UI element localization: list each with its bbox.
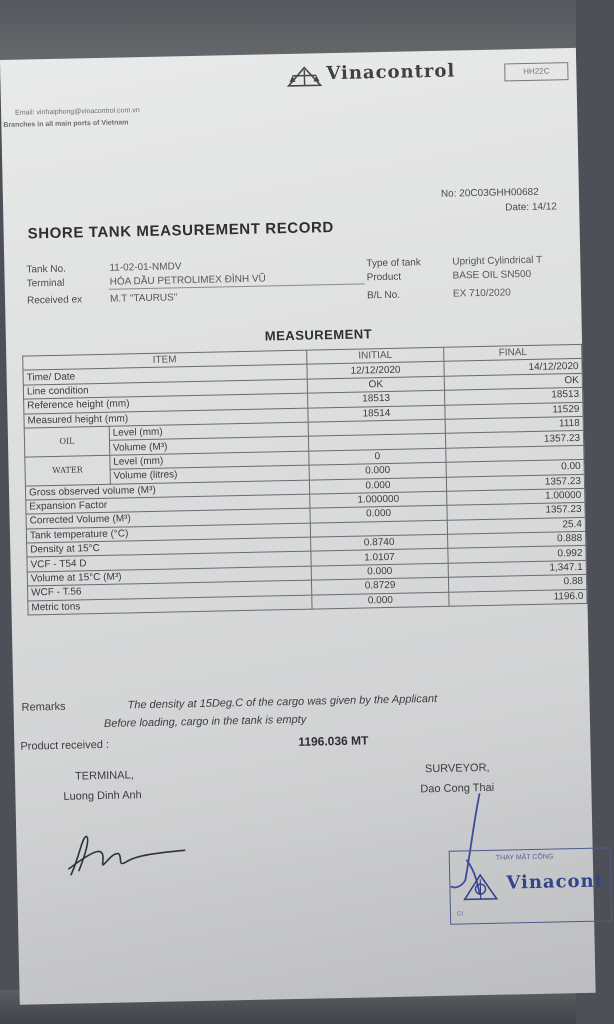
header-email: Email: vinhaiphong@vinacontrol.com.vn — [15, 107, 140, 117]
initial-value: 0 — [308, 448, 446, 465]
final-value: 11529 — [445, 402, 583, 419]
initial-value: 1.0107 — [311, 549, 449, 566]
row-label: Reference height (mm) — [24, 393, 308, 413]
row-label: Level (mm) — [109, 422, 308, 441]
group-water-label: WATER — [25, 455, 110, 486]
initial-value: 12/12/2020 — [307, 362, 445, 379]
doc-date — [505, 201, 557, 213]
row-label: Volume at 15°C (M³) — [27, 566, 311, 586]
initial-value: 0.000 — [310, 506, 448, 523]
stamp-company-name: Vinacont — [506, 870, 605, 894]
product-value: BASE OIL SN500 — [452, 268, 532, 282]
initial-value: 18513 — [307, 390, 445, 407]
measurement-table — [22, 344, 587, 616]
final-value: 14/12/2020 — [444, 359, 582, 376]
final-value: 1118 — [445, 416, 583, 433]
terminal-label: Terminal — [26, 277, 65, 290]
surveyor-sig-label: SURVEYOR, — [424, 761, 490, 776]
stamp-title: THAY MẶT CÔNG — [495, 853, 554, 862]
doc-date-value: 14/12 — [531, 201, 558, 213]
product-received-value: 1196.036 MT — [298, 733, 369, 749]
initial-value: 0.8740 — [310, 534, 448, 551]
final-value: 25.4 — [448, 517, 586, 534]
final-value: 18513 — [445, 388, 583, 405]
terminal-sig-label: TERMINAL, — [74, 769, 134, 783]
final-value: 0.88 — [449, 575, 587, 592]
document-title: SHORE TANK MEASUREMENT RECORD — [27, 219, 335, 243]
row-label: Volume (litres) — [110, 465, 309, 484]
bl-value: EX 710/2020 — [452, 287, 511, 300]
form-code-box: HH22C — [504, 62, 568, 81]
stamp-logo-icon — [460, 873, 501, 902]
row-label: Line condition — [23, 379, 307, 399]
col-initial-header: INITIAL — [306, 347, 444, 364]
final-value: 0.00 — [446, 459, 584, 476]
stamp-ci: CI — [456, 911, 464, 918]
doc-no-label: No: — [440, 188, 457, 200]
row-label: Tank temperature (°C) — [26, 523, 310, 543]
doc-no — [441, 187, 539, 200]
initial-value: 0.000 — [311, 592, 449, 609]
initial-value: 0.000 — [309, 462, 447, 479]
final-value: 1357.23 — [447, 474, 585, 491]
final-value: 1196.0 — [449, 589, 587, 606]
final-value: 1.00000 — [447, 488, 585, 505]
row-label: Metric tons — [28, 595, 312, 615]
received-label: Received ex — [26, 294, 83, 307]
terminal-sig-name: Luong Dinh Anh — [63, 789, 142, 803]
header-branches: Branches in all main ports of Vietnam — [3, 119, 129, 129]
remarks-line-2: Before loading, cargo in the tank is empty — [103, 713, 307, 730]
row-label: WCF - T.56 — [28, 580, 312, 600]
tank-no-value: 11-02-01-NMDV — [109, 261, 182, 274]
remarks-label: Remarks — [21, 700, 66, 714]
product-received-label: Product received : — [20, 738, 110, 753]
row-label: Expansion Factor — [26, 494, 310, 514]
surveyor-sig-name: Dao Cong Thai — [420, 781, 495, 796]
final-value: OK — [445, 373, 583, 390]
initial-value: 18514 — [307, 405, 445, 422]
doc-no-value: 20C03GHH00682 — [459, 186, 539, 200]
row-label: Density at 15°C — [27, 537, 311, 557]
measurement-title: MEASUREMENT — [264, 326, 373, 344]
col-item-header: ITEM — [23, 350, 307, 370]
terminal-signature-icon — [56, 826, 197, 889]
initial-value: OK — [307, 376, 445, 393]
company-logo-text: Vinacontrol — [326, 60, 456, 85]
tank-no-label: Tank No. — [26, 263, 66, 276]
type-value: Upright Cylindrical T — [452, 254, 543, 268]
vinacontrol-logo-icon — [284, 65, 324, 88]
doc-date-label: Date: — [505, 201, 530, 214]
company-stamp — [449, 847, 613, 924]
row-label: Level (mm) — [110, 451, 309, 470]
group-oil-label: OIL — [24, 426, 109, 457]
type-label: Type of tank — [366, 257, 421, 270]
row-label: Measured height (mm) — [24, 408, 308, 428]
terminal-value: HÓA DẦU PETROLIMEX ĐÌNH VŨ — [109, 273, 266, 288]
final-value: 1,347.1 — [448, 560, 586, 577]
col-final-header: FINAL — [444, 344, 582, 361]
row-label: Corrected Volume (M³) — [26, 508, 310, 528]
final-value: 0.992 — [448, 546, 586, 563]
final-value: 1357.23 — [446, 431, 584, 448]
row-label: Volume (M³) — [109, 436, 308, 455]
initial-value: 1.000000 — [309, 491, 447, 508]
initial-value: 0.8729 — [311, 577, 449, 594]
received-value: M.T "TAURUS" — [109, 292, 178, 305]
row-label: Time/ Date — [23, 365, 307, 385]
initial-value: 0.000 — [309, 477, 447, 494]
row-label: VCF - T54 D — [27, 552, 311, 572]
remarks-line-1: The density at 15Deg.C of the cargo was given by the Applicant — [127, 692, 438, 712]
row-label: Gross observed volume (M³) — [25, 480, 309, 500]
initial-value: 0.000 — [311, 563, 449, 580]
bl-label: B/L No. — [366, 289, 401, 302]
document-page — [0, 48, 605, 1005]
product-label: Product — [366, 271, 402, 284]
final-value: 0.888 — [448, 531, 586, 548]
final-value: 1357.23 — [447, 503, 585, 520]
